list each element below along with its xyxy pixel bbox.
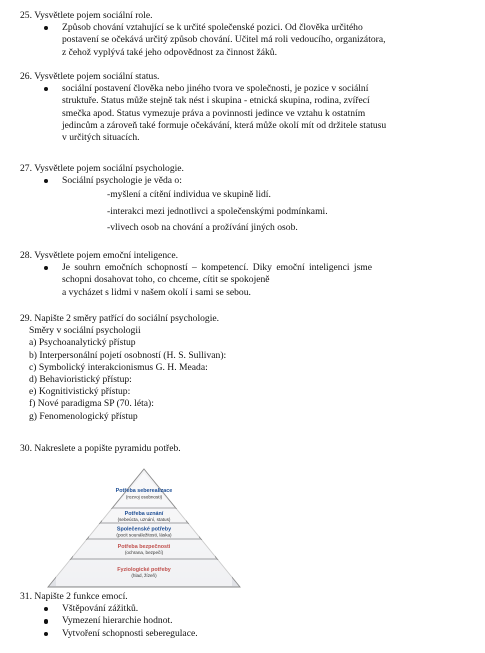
pyramid-level-title: Potřeba seberealizace bbox=[115, 488, 173, 494]
pyramid-level-title: Společenské potřeby bbox=[116, 526, 172, 533]
question-title: 25. Vysvětlete pojem sociální role. bbox=[20, 10, 153, 21]
answer-list bbox=[20, 175, 470, 187]
answer-line: Způsob chování vztahující se k určité společenské pozici. Od člověka určitého bbox=[62, 22, 363, 34]
question-title: 28. Vysvětlete pojem emoční inteligence. bbox=[20, 250, 179, 261]
list-item: Vymezení hierarchie hodnot. bbox=[20, 615, 470, 627]
list-item: Vštěpování zážitků. bbox=[20, 603, 470, 615]
answer-line: schopni dosahovat toho, co chceme, cítit se spokojeně bbox=[62, 274, 270, 286]
question-26 bbox=[20, 71, 470, 144]
list-item: c) Symbolický interakcionismus G. H. Meada: bbox=[29, 361, 208, 373]
answer-line: v určitých situacích. bbox=[62, 132, 140, 144]
list-item bbox=[20, 22, 470, 59]
list-item: b) Interpersonální pojetí osobností (H. S. Sullivan): bbox=[29, 349, 227, 361]
list-item: f) Nové paradigma SP (70. léta): bbox=[29, 398, 154, 410]
question-title: 31. Napište 2 funkce emocí. bbox=[20, 591, 128, 602]
pyramid-level-title: Potřeba bezpečnosti bbox=[117, 544, 171, 550]
question-27 bbox=[20, 163, 470, 234]
sub-item: -vlivech osob na chování a prožívání jiných osob. bbox=[107, 221, 298, 233]
answer-line: a vycházet s lidmi v našem okolí i sami se sebou. bbox=[62, 286, 251, 298]
answer-list bbox=[20, 262, 470, 286]
answer-line: smečka apod. Status vymezuje práva a povinnosti jedince ve vztahu k ostatním bbox=[62, 107, 366, 119]
question-title: 26. Vysvětlete pojem sociální status. bbox=[20, 71, 160, 82]
sub-item: -interakci mezi jednotlivci a společenskými podmínkami. bbox=[107, 205, 328, 217]
sub-item: -myšlení a cítění individua ve skupině lidí. bbox=[107, 189, 271, 201]
answer-line: Sociální psychologie je věda o: bbox=[62, 175, 182, 187]
answer-line: Je souhrn emočních schopností – kompetencí. Diky emoční inteligenci jsme bbox=[62, 262, 373, 274]
question-title: 29. Napište 2 směry patřící do sociální psychologie. bbox=[20, 313, 220, 324]
maslow-pyramid bbox=[46, 467, 242, 589]
pyramid-level-sub: (sebeúcta, uznání, status) bbox=[117, 517, 171, 522]
answer-line: postavení se očekává určitý způsob chování. Učitel má roli vedoucího, organizátora, bbox=[62, 34, 386, 46]
answer-list bbox=[20, 22, 470, 59]
answer-line: jedincům a zároveň také formuje očekávání, která může okolí mít od držitele statusu bbox=[62, 119, 387, 131]
pyramid-level-title: Fyziologické potřeby bbox=[117, 567, 171, 573]
pyramid-level-sub: (pocit sounáležitosti, láska) bbox=[116, 532, 172, 538]
question-30 bbox=[20, 443, 470, 455]
question-title: 27. Vysvětlete pojem sociální psychologie. bbox=[20, 163, 184, 174]
answer-line: struktuře. Status může stejně tak nést i skupina - etnická skupina, rodina, zvířecí bbox=[62, 95, 370, 107]
section-subtitle: Směry v sociální psychologii bbox=[29, 325, 141, 337]
answer-line: sociální postavení člověka nebo jiného tvora ve společnosti, je pozice v sociální bbox=[62, 83, 369, 95]
pyramid-level-sub: (hlad, žízeň) bbox=[131, 573, 157, 578]
question-title: 30. Nakreslete a popište pyramidu potřeb. bbox=[20, 443, 181, 454]
answer-line: z čehož vyplývá také jeho odpovědnost za činnost žáků. bbox=[62, 46, 277, 58]
question-28 bbox=[20, 250, 470, 299]
answer-list bbox=[20, 83, 470, 144]
answer-list bbox=[20, 603, 470, 640]
list-item bbox=[20, 83, 470, 144]
list-item: Vytvoření schopnosti seberegulace. bbox=[20, 628, 470, 640]
pyramid-level-sub: (ochrana, bezpečí) bbox=[124, 550, 164, 555]
list-item: e) Kognitivistický přístup: bbox=[29, 386, 131, 398]
pyramid-graphic bbox=[46, 467, 242, 589]
list-item: d) Behavioristický přístup: bbox=[29, 374, 132, 386]
question-31 bbox=[20, 591, 470, 640]
pyramid-level-title: Potřeba uznání bbox=[124, 511, 164, 517]
list-item bbox=[20, 262, 470, 286]
question-29 bbox=[20, 313, 470, 423]
list-item bbox=[20, 175, 470, 187]
list-item: a) Psychoanalytický přístup bbox=[29, 337, 136, 349]
pyramid-level-sub: (rozvoj osobnosti) bbox=[125, 494, 163, 500]
list-item: g) Fenomenologický přístup bbox=[29, 410, 138, 422]
question-25 bbox=[20, 10, 470, 59]
